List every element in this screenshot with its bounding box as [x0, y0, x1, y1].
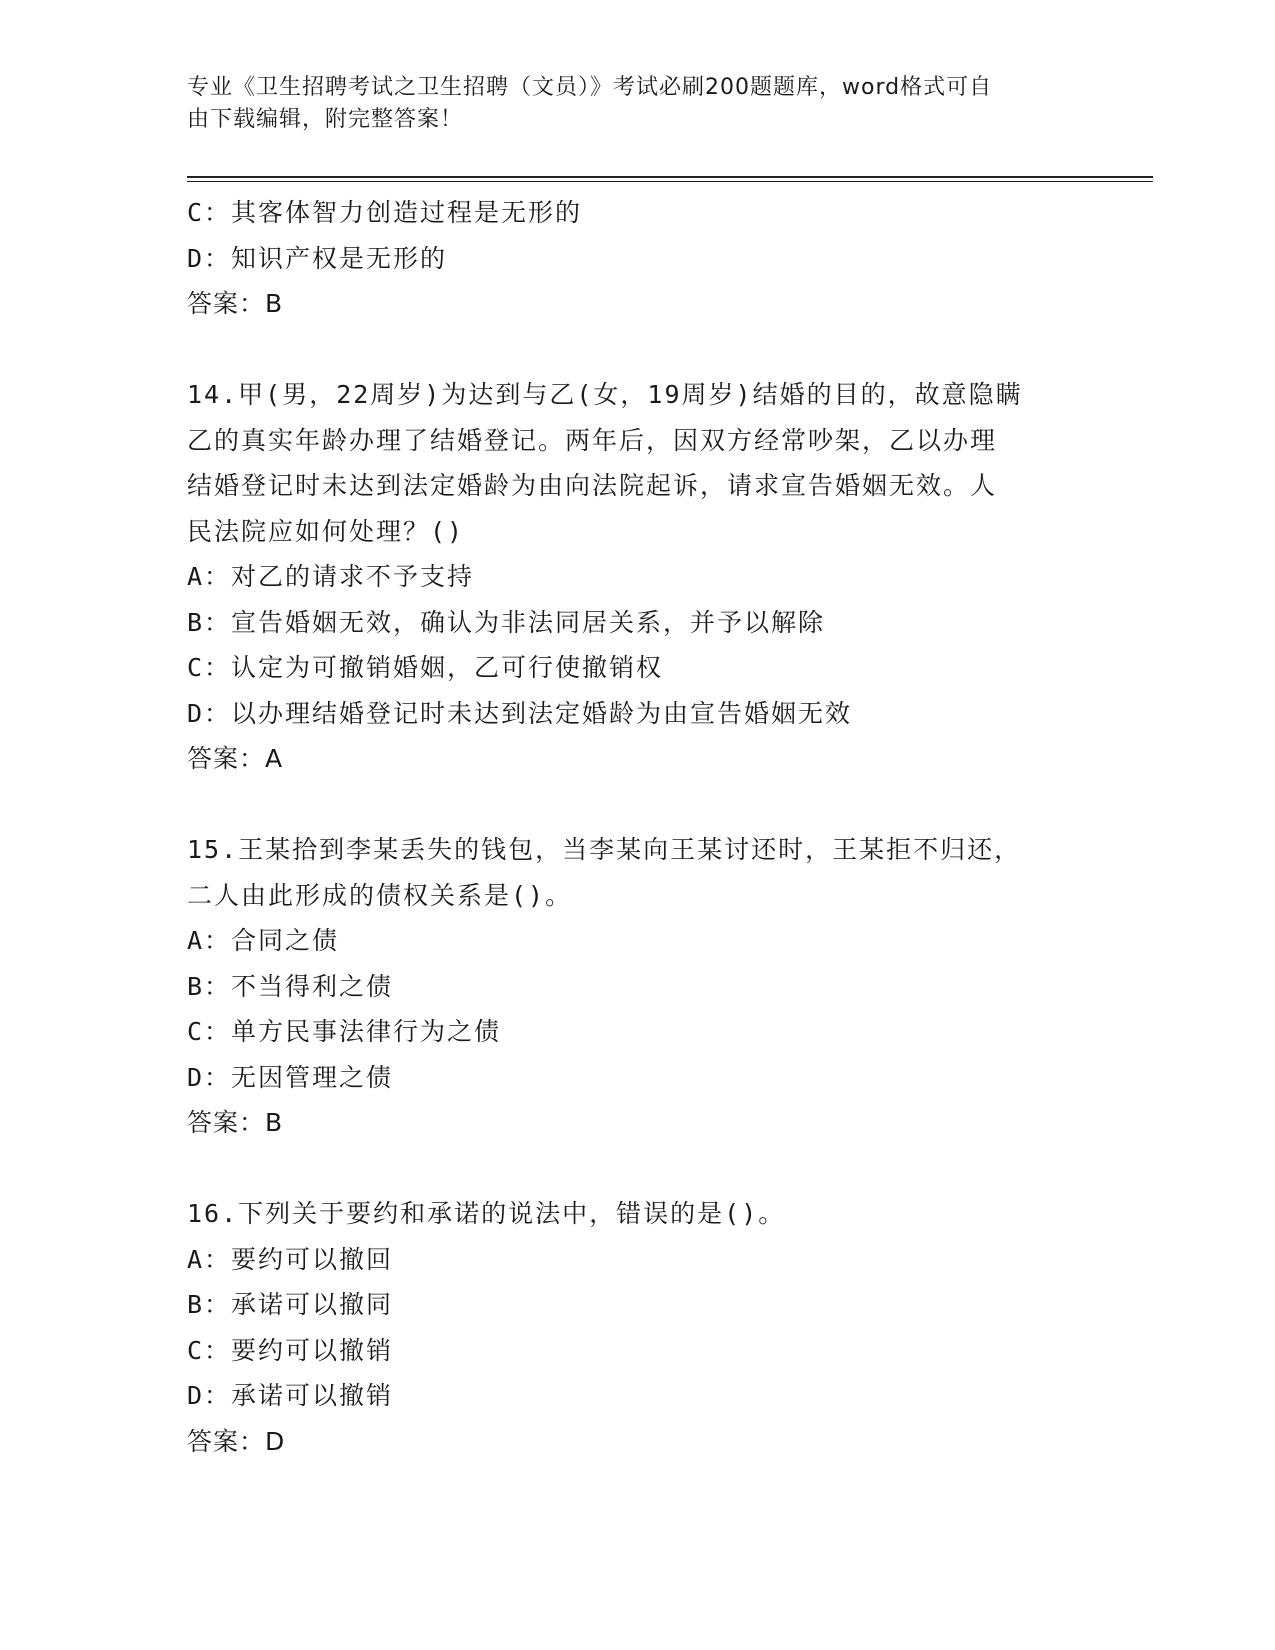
document-body [187, 190, 1067, 1464]
header-line-2: 由下载编辑，附完整答案！ [187, 107, 464, 132]
question-15 [187, 827, 1067, 1146]
header-divider-thin [187, 181, 1153, 182]
option-c: C：其客体智力创造过程是无形的 [187, 198, 583, 227]
answer: 答案：B [187, 289, 284, 318]
question-text-line: 二人由此形成的债权关系是()。 [187, 880, 573, 910]
prev-question-block [187, 190, 1067, 327]
option-b: B：承诺可以撤同 [187, 1290, 394, 1319]
spacer [187, 1146, 1067, 1192]
header-divider-thick [187, 176, 1153, 178]
option-d: D：知识产权是无形的 [187, 243, 448, 273]
option-d: D：承诺可以撤销 [187, 1381, 394, 1410]
option-a: A：对乙的请求不予支持 [187, 562, 475, 591]
question-text-line: 民法院应如何处理？() [187, 516, 465, 546]
question-text-line: 乙的真实年龄办理了结婚登记。两年后，因双方经常吵架，乙以办理 [187, 425, 998, 455]
option-c: C：认定为可撤销婚姻，乙可行使撤销权 [187, 653, 664, 682]
question-text-line: 14.甲(男，22周岁)为达到与乙(女，19周岁)结婚的目的，故意隐瞒 [187, 380, 1023, 409]
question-text-line: 结婚登记时未达到法定婚龄为由向法院起诉，请求宣告婚姻无效。人 [187, 471, 998, 500]
option-d: D：无因管理之债 [187, 1062, 394, 1092]
question-14 [187, 372, 1067, 782]
spacer [187, 327, 1067, 373]
spacer [187, 782, 1067, 828]
answer: 答案：A [187, 744, 284, 773]
option-c: C：要约可以撤销 [187, 1335, 394, 1365]
option-b: B：不当得利之债 [187, 971, 394, 1001]
option-b: B：宣告婚姻无效，确认为非法同居关系，并予以解除 [187, 607, 826, 637]
option-d: D：以办理结婚登记时未达到法定婚龄为由宣告婚姻无效 [187, 698, 853, 728]
option-a: A：要约可以撤回 [187, 1244, 394, 1274]
option-c: C：单方民事法律行为之债 [187, 1017, 502, 1046]
question-text-line: 16.下列关于要约和承诺的说法中，错误的是()。 [187, 1199, 786, 1228]
question-16 [187, 1191, 1067, 1464]
answer: 答案：D [187, 1426, 286, 1456]
option-a: A：合同之债 [187, 926, 340, 955]
header-line-1: 专业《卫生招聘考试之卫生招聘（文员）》考试必刷200题题库，word格式可自 [187, 75, 993, 100]
document-header [187, 72, 1087, 136]
question-text-line: 15.王某拾到李某丢失的钱包，当李某向王某讨还时，王某拒不归还， [187, 835, 1022, 864]
answer: 答案：B [187, 1108, 284, 1137]
